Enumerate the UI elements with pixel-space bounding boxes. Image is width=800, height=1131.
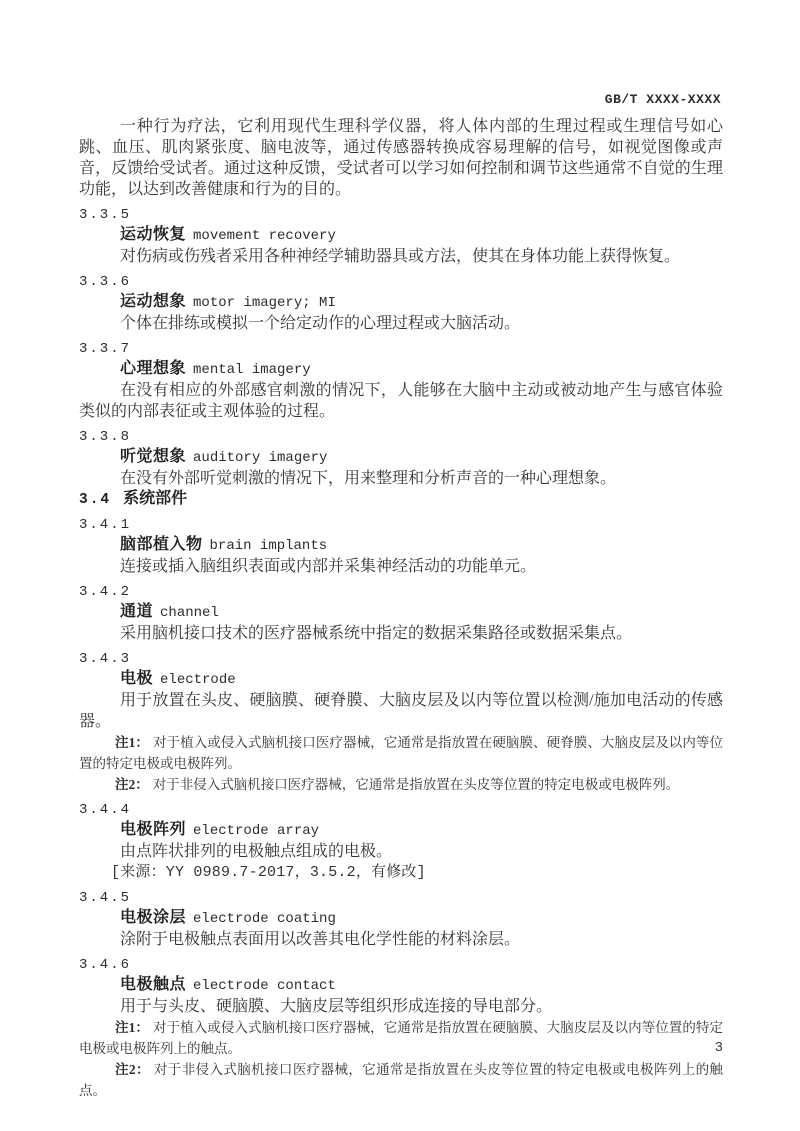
- term-entry-3-4-6: [79, 955, 723, 1101]
- clause-number: 3.3.7: [79, 341, 132, 357]
- term-definition: 采用脑机接口技术的医疗器械系统中指定的数据采集路径或数据采集点。: [120, 625, 633, 642]
- term-entry-3-4-1: [79, 515, 723, 577]
- term-en: mental imagery: [193, 362, 311, 378]
- term-en: movement recovery: [193, 228, 336, 244]
- term-zh: 听觉想象: [120, 448, 187, 465]
- term-entry-3-3-6: [79, 272, 723, 334]
- term-zh: 脑部植入物: [120, 536, 203, 553]
- clause-number: 3.4.3: [79, 651, 132, 667]
- clause-number: 3.4.6: [79, 957, 132, 973]
- term-zh: 通道: [120, 603, 154, 620]
- term-entry-3-4-5: [79, 888, 723, 950]
- note-label: 注1：: [115, 735, 149, 750]
- term-entry-3-3-8: [79, 427, 723, 489]
- term-definition: 在没有相应的外部感官刺激的情况下，人能够在大脑中主动或被动地产生与感官体验类似的内部表征或主观体验的过程。: [79, 382, 723, 420]
- note-label: 注2：: [115, 777, 149, 792]
- note-text: 对于植入或侵入式脑机接口医疗器械，它通常是指放置在硬脑膜、大脑皮层及以内等位置的特定电极或电极阵列上的触点。: [79, 1020, 724, 1056]
- note-text: 对于植入或侵入式脑机接口医疗器械，它通常是指放置在硬脑膜、硬脊膜、大脑皮层及以内等位置的特定电极或电极阵列。: [79, 735, 724, 771]
- clause-number: 3.3.8: [79, 429, 132, 445]
- term-definition: 个体在排练或模拟一个给定动作的心理过程或大脑活动。: [120, 315, 521, 332]
- term-definition: 连接或插入脑组织表面或内部并采集神经活动的功能单元。: [120, 558, 537, 575]
- term-zh: 运动恢复: [120, 226, 187, 243]
- term-line: [79, 669, 723, 690]
- term-zh: 电极涂层: [120, 909, 187, 926]
- note-label: 注1：: [115, 1020, 149, 1035]
- term-entry-3-4-3: [79, 649, 723, 795]
- term-entry-3-4-4: [79, 800, 723, 883]
- term-line: [79, 225, 723, 246]
- term-note: [79, 1017, 723, 1059]
- term-en: motor imagery; MI: [193, 295, 336, 311]
- term-zh: 心理想象: [120, 360, 187, 377]
- term-line: [79, 447, 723, 468]
- term-zh: 电极触点: [120, 976, 187, 993]
- term-entry-3-4-2: [79, 582, 723, 644]
- term-zh: 运动想象: [120, 293, 187, 310]
- note-label: 注2：: [115, 1062, 150, 1077]
- term-line: [79, 359, 723, 380]
- term-note: [79, 774, 723, 795]
- term-line: [79, 602, 723, 623]
- clause-number: 3.3.5: [79, 207, 132, 223]
- term-definition: 对伤病或伤残者采用各种神经学辅助器具或方法，使其在身体功能上获得恢复。: [120, 248, 681, 265]
- clause-number: 3.4.1: [79, 517, 132, 533]
- section-title: 系统部件: [123, 490, 188, 507]
- note-text: 对于非侵入式脑机接口医疗器械，它通常是指放置在头皮等位置的特定电极或电极阵列。: [152, 777, 680, 792]
- clause-number: 3.4.4: [79, 802, 132, 818]
- note-text: 对于非侵入式脑机接口医疗器械，它通常是指放置在头皮等位置的特定电极或电极阵列上的触点。: [79, 1062, 724, 1098]
- term-en: electrode: [160, 672, 236, 688]
- source-reference: [来源：YY 0989.7-2017，3.5.2，有修改]: [111, 864, 426, 881]
- page-header: [78, 92, 721, 107]
- standard-number: GB/T XXXX-XXXX: [604, 92, 721, 107]
- paragraph-biofeedback-definition: 一种行为疗法，它利用现代生理科学仪器，将人体内部的生理过程或生理信号如心跳、血压、肌肉紧张度、脑电波等，通过传感器转换成容易理解的信号，如视觉图像或声音，反馈给受试者。通过这种反馈，受试者可以学习如何控制和调节这些通常不自觉的生理功能，以达到改善健康和行为的目的。: [79, 118, 723, 198]
- term-en: auditory imagery: [193, 450, 328, 466]
- term-en: electrode array: [193, 823, 320, 839]
- term-line: [79, 975, 723, 996]
- section-number: 3.4: [79, 492, 112, 508]
- term-entry-3-3-5: [79, 205, 723, 267]
- term-entry-3-3-7: [79, 339, 723, 422]
- term-line: [79, 908, 723, 929]
- term-definition: 用于与头皮、硬脑膜、大脑皮层等组织形成连接的导电部分。: [120, 998, 553, 1015]
- term-line: [79, 292, 723, 313]
- clause-number: 3.4.2: [79, 584, 132, 600]
- term-definition: 由点阵状排列的电极触点组成的电极。: [120, 843, 393, 860]
- term-line: [79, 820, 723, 841]
- term-en: channel: [160, 605, 219, 621]
- page-number: 3: [714, 1040, 723, 1056]
- term-definition: 在没有外部听觉刺激的情况下，用来整理和分析声音的一种心理想象。: [120, 470, 617, 487]
- term-note: [79, 1059, 723, 1101]
- section-heading-system-components: [79, 489, 723, 510]
- term-definition: 涂附于电极触点表面用以改善其电化学性能的材料涂层。: [120, 931, 521, 948]
- term-zh: 电极: [120, 670, 154, 687]
- term-en: brain implants: [209, 538, 328, 554]
- clause-number: 3.3.6: [79, 274, 132, 290]
- page-content: [79, 116, 723, 1101]
- term-zh: 电极阵列: [120, 821, 187, 838]
- term-note: [79, 732, 723, 774]
- term-definition: 用于放置在头皮、硬脑膜、硬脊膜、大脑皮层及以内等位置以检测/施加电活动的传感器。: [79, 692, 723, 730]
- clause-number: 3.4.5: [79, 890, 132, 906]
- term-en: electrode coating: [193, 911, 336, 927]
- term-line: [79, 535, 723, 556]
- term-en: electrode contact: [193, 978, 336, 994]
